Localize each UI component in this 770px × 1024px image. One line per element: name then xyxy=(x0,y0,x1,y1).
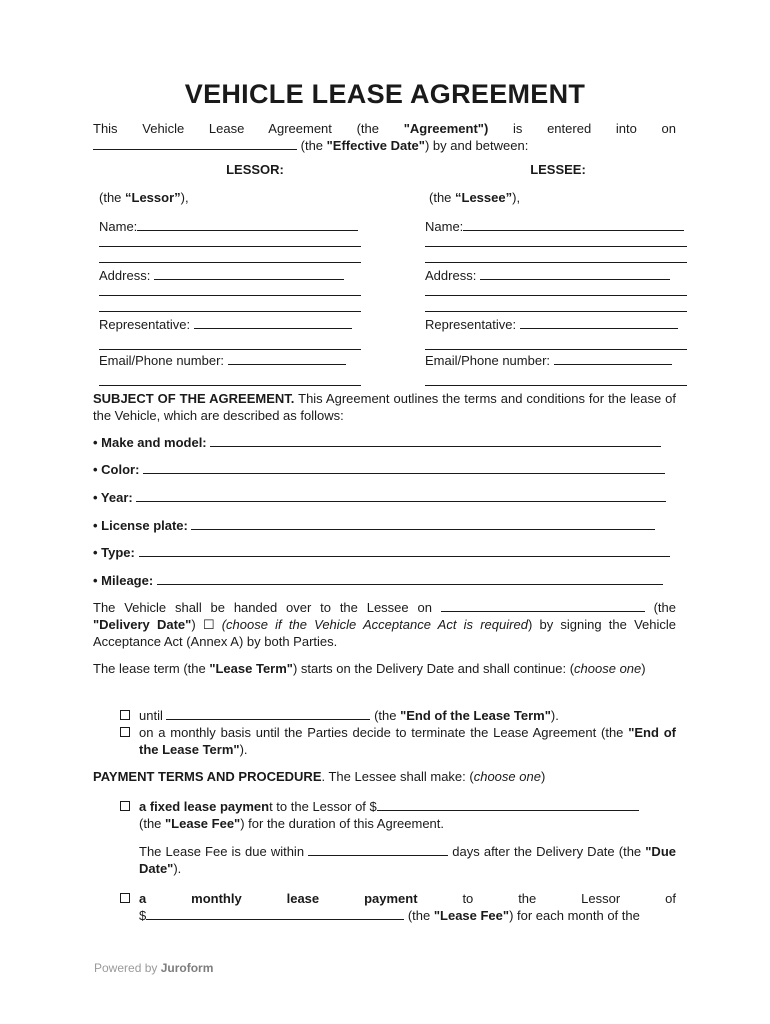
lessor-name-line-2[interactable] xyxy=(99,234,361,247)
lease-term-option-until: until (the "End of the Lease Term"). xyxy=(139,708,559,723)
lease-term-monthly-checkbox[interactable] xyxy=(120,727,130,737)
lessee-heading: LESSEE: xyxy=(530,162,586,177)
lessor-address-line-2[interactable] xyxy=(99,283,361,296)
payment-heading: PAYMENT TERMS AND PROCEDURE xyxy=(93,769,322,784)
lessee-designation: (the “Lessee”), xyxy=(429,190,521,205)
fixed-payment-line-2: (the "Lease Fee") for the duration of this Agreement. xyxy=(139,816,444,831)
lessee-name-line-2[interactable] xyxy=(425,234,687,247)
lessee-name-line-3[interactable] xyxy=(425,250,687,263)
lease-term-option-monthly: on a monthly basis until the Parties decide to terminate the Lease Agreement (the "End of the Lease Term"). xyxy=(139,725,677,757)
lessee-email-line: Email/Phone number: xyxy=(425,352,690,368)
year-field[interactable] xyxy=(136,489,666,502)
lessor-name-field[interactable] xyxy=(137,218,358,231)
type-row: • Type: xyxy=(93,544,676,561)
mileage-field[interactable] xyxy=(157,572,663,585)
monthly-payment-line-2: $ (the "Lease Fee") for each month of the xyxy=(139,908,640,923)
lessor-address-line: Address: xyxy=(99,267,364,283)
fixed-payment-checkbox[interactable] xyxy=(120,801,130,811)
effective-date-term: "Effective Date" xyxy=(326,138,425,153)
lessee-representative-line: Representative: xyxy=(425,316,690,332)
subject-paragraph: SUBJECT OF THE AGREEMENT. This Agreement outlines the terms and conditions for the lease of the Vehicle, which are described as follows: xyxy=(93,391,676,423)
make-model-field[interactable] xyxy=(210,434,661,447)
document-title: VEHICLE LEASE AGREEMENT xyxy=(184,79,586,109)
due-days-field[interactable] xyxy=(308,843,448,856)
lessee-address-field[interactable] xyxy=(480,267,670,280)
due-date-paragraph: The Lease Fee is due within days after the Delivery Date (the "Due Date"). xyxy=(139,844,676,876)
lessor-heading: LESSOR: xyxy=(226,162,284,177)
lessor-representative-field[interactable] xyxy=(194,316,352,329)
subject-heading: SUBJECT OF THE AGREEMENT. xyxy=(93,391,295,406)
lessee-address-line-2[interactable] xyxy=(425,283,687,296)
monthly-fee-amount-field[interactable] xyxy=(146,907,404,920)
license-plate-row: • License plate: xyxy=(93,517,676,534)
year-row: • Year: xyxy=(93,489,676,506)
juroform-logo: Juroform xyxy=(160,961,214,975)
lease-term-paragraph: The lease term (the "Lease Term") starts on the Delivery Date and shall continue: (choose one) xyxy=(93,661,646,676)
lessor-representative-line: Representative: xyxy=(99,316,364,332)
delivery-date-field[interactable] xyxy=(441,599,645,612)
monthly-payment-checkbox[interactable] xyxy=(120,893,130,903)
lessee-column xyxy=(425,189,690,386)
lessee-name-field[interactable] xyxy=(463,218,684,231)
lease-term-until-checkbox[interactable] xyxy=(120,710,130,720)
lessee-name-line: Name: xyxy=(425,218,690,234)
lessor-email-field[interactable] xyxy=(228,352,346,365)
lessee-address-line: Address: xyxy=(425,267,690,283)
payment-paragraph: PAYMENT TERMS AND PROCEDURE. The Lessee shall make: (choose one) xyxy=(93,769,546,784)
type-field[interactable] xyxy=(139,544,670,557)
monthly-payment-line-1: a monthly lease payment to the Lessor of xyxy=(139,891,676,906)
lessor-name-line-3[interactable] xyxy=(99,250,361,263)
lessor-address-line-3[interactable] xyxy=(99,299,361,312)
license-plate-field[interactable] xyxy=(191,517,655,530)
lessor-designation: (the “Lessor”), xyxy=(99,190,189,205)
mileage-row: • Mileage: xyxy=(93,572,676,589)
lessor-email-line-2[interactable] xyxy=(99,373,361,386)
lessor-address-field[interactable] xyxy=(154,267,344,280)
fixed-fee-amount-field[interactable] xyxy=(377,798,639,811)
lessor-representative-line-2[interactable] xyxy=(99,337,361,350)
intro-line-2: (the "Effective Date") by and between: xyxy=(93,137,676,154)
lessee-email-line-2[interactable] xyxy=(425,373,687,386)
lessee-representative-field[interactable] xyxy=(520,316,678,329)
powered-by-footer[interactable]: Powered by Juroform xyxy=(94,961,214,975)
fixed-payment-line-1: a fixed lease payment to the Lessor of $ xyxy=(139,798,676,815)
make-model-row: • Make and model: xyxy=(93,434,676,451)
end-date-field[interactable] xyxy=(166,707,370,720)
agreement-date-blank[interactable] xyxy=(93,137,297,150)
lessor-email-line: Email/Phone number: xyxy=(99,352,364,368)
color-field[interactable] xyxy=(143,461,665,474)
lessee-email-field[interactable] xyxy=(554,352,672,365)
intro-line-1: This Vehicle Lease Agreement (the "Agreement") is entered into on xyxy=(93,121,677,136)
lessee-address-line-3[interactable] xyxy=(425,299,687,312)
color-row: • Color: xyxy=(93,461,676,478)
lessor-column xyxy=(99,189,364,386)
lessee-representative-line-2[interactable] xyxy=(425,337,687,350)
delivery-paragraph: The Vehicle shall be handed over to the Lessee on (the "Delivery Date") ☐ (choose if the Vehicle Acceptance Act is required) by signing the Vehicle Acceptance Act (Annex A) by both Parties. xyxy=(93,600,676,649)
lessor-name-line: Name: xyxy=(99,218,364,234)
